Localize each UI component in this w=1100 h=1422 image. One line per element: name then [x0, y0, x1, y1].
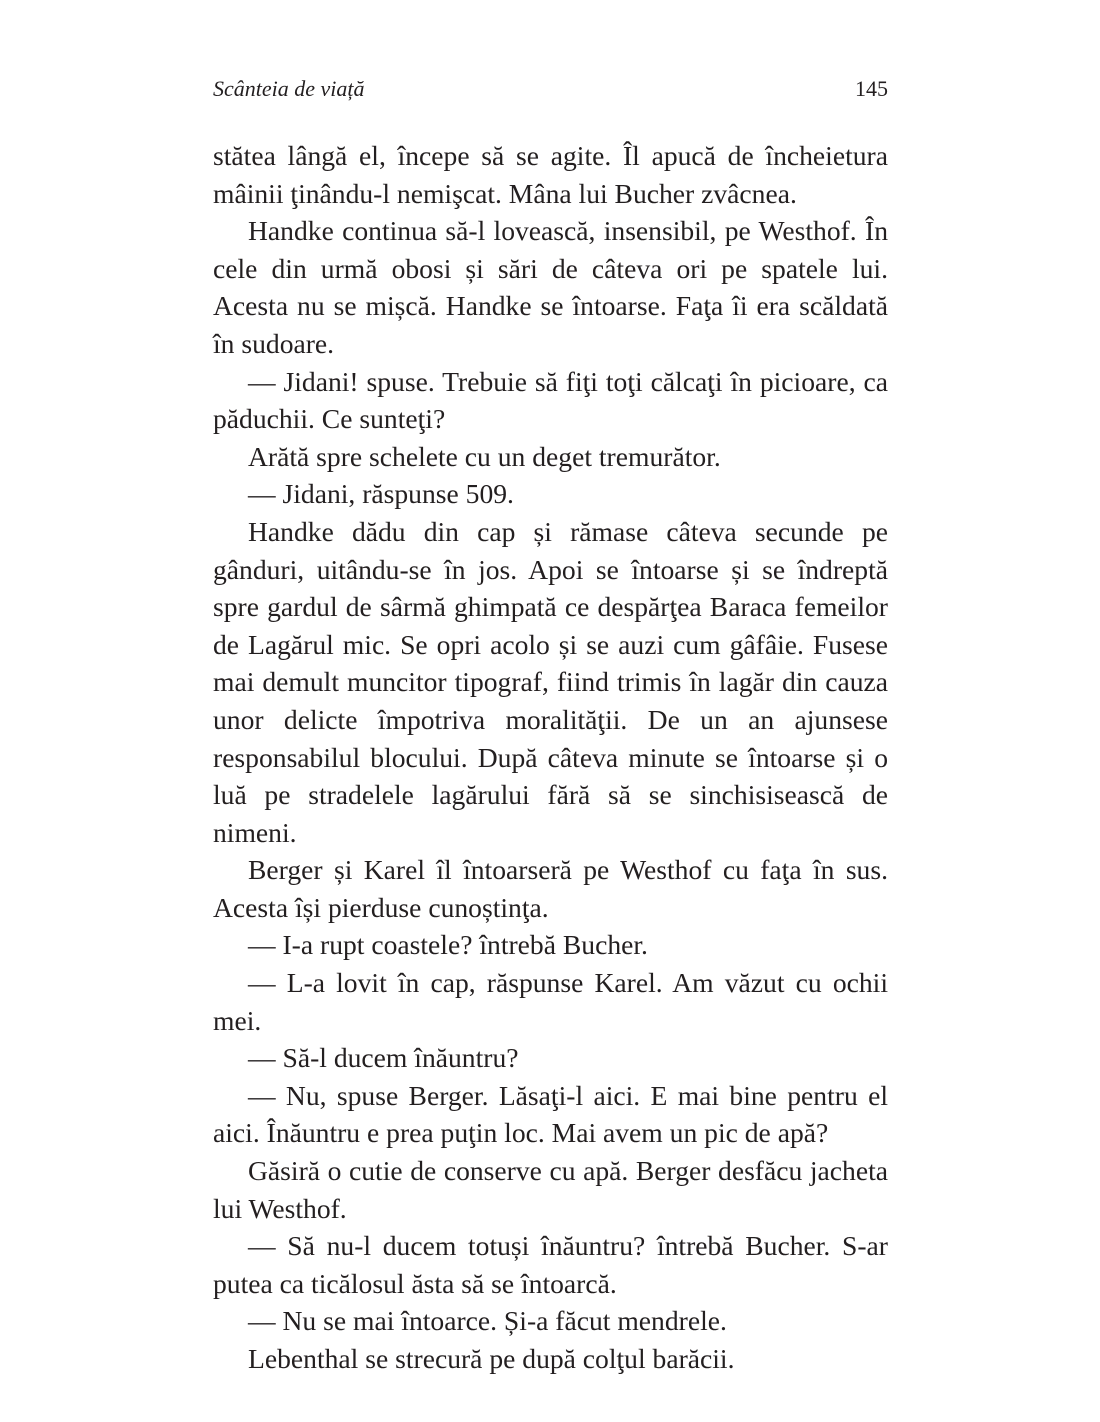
- paragraph: Berger și Karel îl întoarseră pe Westhof cu faţa în sus. Acesta își pierduse cunoștinţa.: [213, 854, 888, 923]
- paragraph: Handke dădu din cap și rămase câteva secunde pe gânduri, uitându-se în jos. Apoi se întoarse și se îndreptă spre gardul de sârmă ghimpată ce despărţea Baraca femeilor de Lagărul mic. Se opri acolo și se auzi cum gâfâie. Fusese mai demult muncitor tipograf, fiind trimis în lagăr din cauza unor delicte împotriva moralităţii. De un an ajunsese responsabilul blocului. După câteva minute se întoarse și o luă pe stradelele lagărului fără să se sinchisisească de nimeni.: [213, 515, 888, 848]
- dialogue-line: — Să nu-l ducem totuși înăuntru? întrebă Bucher. S-ar putea ca ticălosul ăsta să se întoarcă.: [213, 1230, 888, 1299]
- paragraph: stătea lângă el, începe să se agite. Îl apucă de încheietura mâinii ţinându-l nemişcat. Mâna lui Bucher zvâcnea.: [213, 140, 888, 209]
- paragraph: Lebenthal se strecură pe după colţul barăcii.: [248, 1343, 735, 1374]
- dialogue-line: — Nu se mai întoarce. Și-a făcut mendrele.: [248, 1305, 727, 1337]
- dialogue-line: — I-a rupt coastele? întrebă Bucher.: [248, 929, 648, 961]
- dialogue-line: — Jidani! spuse. Trebuie să fiţi toţi călcaţi în picioare, ca păduchii. Ce sunteţi?: [213, 365, 888, 435]
- running-title: Scânteia de viață: [213, 76, 365, 101]
- running-header: [213, 72, 888, 106]
- dialogue-line: — Nu, spuse Berger. Lăsaţi-l aici. E mai bine pentru el aici. Înăuntru e prea puţin loc. Mai avem un pic de apă?: [213, 1079, 888, 1149]
- dialogue-line: — Jidani, răspunse 509.: [248, 478, 514, 510]
- paragraph: Arătă spre schelete cu un deget tremurător.: [248, 440, 721, 472]
- paragraph: Handke continua să-l lovească, insensibil, pe Westhof. În cele din urmă obosi și sări de câteva ori pe spatele lui. Acesta nu se mișcă. Handke se întoarse. Faţa îi era scăldată în sudoare.: [213, 215, 888, 359]
- body-text: [213, 137, 888, 1378]
- page-number: 145: [855, 76, 888, 101]
- dialogue-line: — Să-l ducem înăuntru?: [248, 1042, 519, 1074]
- dialogue-line: — L-a lovit în cap, răspunse Karel. Am văzut cu ochii mei.: [213, 967, 888, 1036]
- paragraph: Găsiră o cutie de conserve cu apă. Berger desfăcu jacheta lui Westhof.: [213, 1155, 888, 1224]
